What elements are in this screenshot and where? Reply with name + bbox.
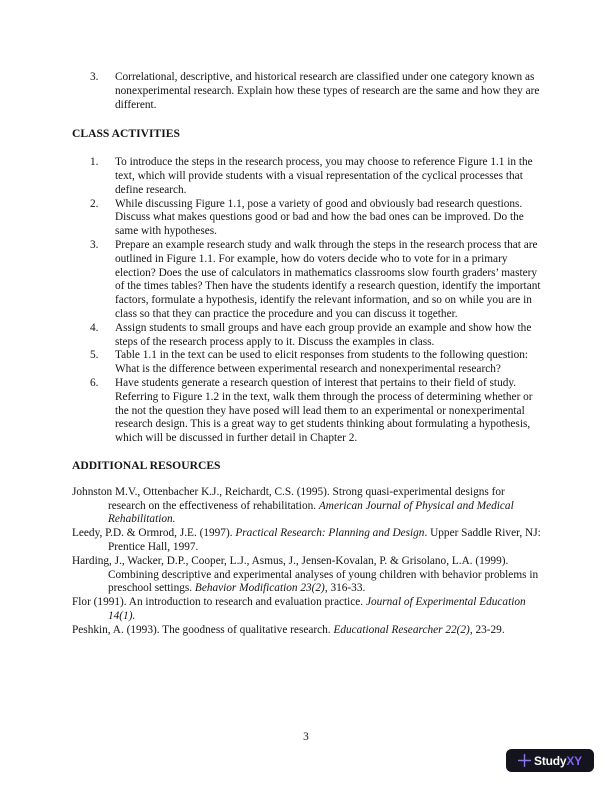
class-activities-list xyxy=(72,156,541,446)
list-item xyxy=(72,239,541,322)
reference-entry xyxy=(72,596,541,624)
list-item xyxy=(72,322,541,350)
document-content xyxy=(72,71,541,637)
reference-text: Flor (1991). An introduction to research and evaluation practice. xyxy=(72,596,366,609)
additional-resources-heading: ADDITIONAL RESOURCES xyxy=(72,458,221,472)
reference-text: , 316-33. xyxy=(324,582,366,595)
brand-wordmark xyxy=(534,755,582,767)
list-item xyxy=(72,156,541,197)
reference-journal: Journal of Experimental Education 14(1). xyxy=(108,596,526,622)
list-item-number: 5. xyxy=(90,349,99,362)
brand-accent-text: XY xyxy=(566,753,582,768)
reference-entry xyxy=(72,486,541,527)
list-item-number: 2. xyxy=(90,197,99,210)
list-item-text: Assign students to small groups and have each group provide an example and show how the steps of the research process apply to it. Discuss the examples in class. xyxy=(115,321,532,348)
list-item-number: 3. xyxy=(90,71,99,83)
reference-journal: American Journal of Physical and Medical Rehabilitation. xyxy=(108,499,514,526)
studyxy-logo[interactable] xyxy=(506,749,594,772)
list-item xyxy=(72,349,541,377)
list-item-text: To introduce the steps in the research process, you may choose to reference Figure 1.1 in the text, which will provide students with a visual representation of the cyclical processes that define research. xyxy=(115,156,533,196)
reference-text: Harding, J., Wacker, D.P., Cooper, L.J., Asmus, J., Jensen-Kovalan, P. & Grisolano, L.A. (1999). Combining descriptive and experimental analyses of young children with behavior problems in preschool settings. xyxy=(72,554,539,595)
list-item-number: 1. xyxy=(90,156,99,169)
reference-journal: Educational Researcher 22(2) xyxy=(333,623,470,636)
list-item-text: Correlational, descriptive, and historical research are classified under one category known as nonexperimental research. Explain how these types of research are the same and how they are different. xyxy=(115,71,540,111)
list-item-text: While discussing Figure 1.1, pose a variety of good and obviously bad research questions. Discuss what makes questions good or bad and how the bad ones can be improved. Do the same with hypotheses. xyxy=(115,197,524,238)
class-activities-heading: CLASS ACTIVITIES xyxy=(72,127,180,141)
list-item-number: 6. xyxy=(90,376,99,389)
list-item xyxy=(72,377,541,446)
page-number: 3 xyxy=(303,731,309,743)
reference-entry xyxy=(72,555,541,596)
reference-journal: Practical Research: Planning and Design xyxy=(235,527,425,540)
plus-icon xyxy=(518,754,531,767)
list-item xyxy=(72,71,541,112)
reference-text: Peshkin, A. (1993). The goodness of qualitative research. xyxy=(72,623,334,636)
reference-journal: Behavior Modification 23(2) xyxy=(194,582,325,595)
list-item-number: 3. xyxy=(90,238,99,251)
list-item xyxy=(72,198,541,239)
list-item-number: 4. xyxy=(90,321,99,334)
list-item-text: Table 1.1 in the text can be used to elicit responses from students to the following question: What is the difference between experimental research and nonexperimental research? xyxy=(115,349,529,376)
reference-entry xyxy=(72,624,541,638)
list-item-text: Prepare an example research study and walk through the steps in the research process that are outlined in Figure 1.1. For example, how do voters decide who to vote for in a primary election? Does the use of calculators in mathematics classrooms slow fourth graders’ mastery of the times tables? Then have the students identify a research question, identify the important factors, formulate a hypothesis, identify the relevant information, and so on while you are in class so that they can practice the procedure and you can discuss it together. xyxy=(115,238,541,320)
reference-text: , 23-29. xyxy=(469,623,505,636)
list-item-text: Have students generate a research question of interest that pertains to their field of study. Referring to Figure 1.2 in the text, walk them through the process of determining whether or the not the question they have posed will lead them to an experimental or nonexperimental research design. This is a great way to get students thinking about formulating a hypothesis, which will be discussed in further detail in Chapter 2. xyxy=(115,376,533,445)
reference-entry xyxy=(72,527,541,555)
reference-text: . Upper Saddle River, NJ: Prentice Hall, 1997. xyxy=(108,527,541,553)
reference-text: Johnston M.V., Ottenbacher K.J., Reichardt, C.S. (1995). Strong quasi-experimental designs for research on the effectiveness of rehabilitation. xyxy=(72,485,505,512)
brand-main-text: Study xyxy=(534,753,567,768)
references-list xyxy=(72,486,541,638)
reference-text: Leedy, P.D. & Ormrod, J.E. (1997). xyxy=(72,527,236,540)
